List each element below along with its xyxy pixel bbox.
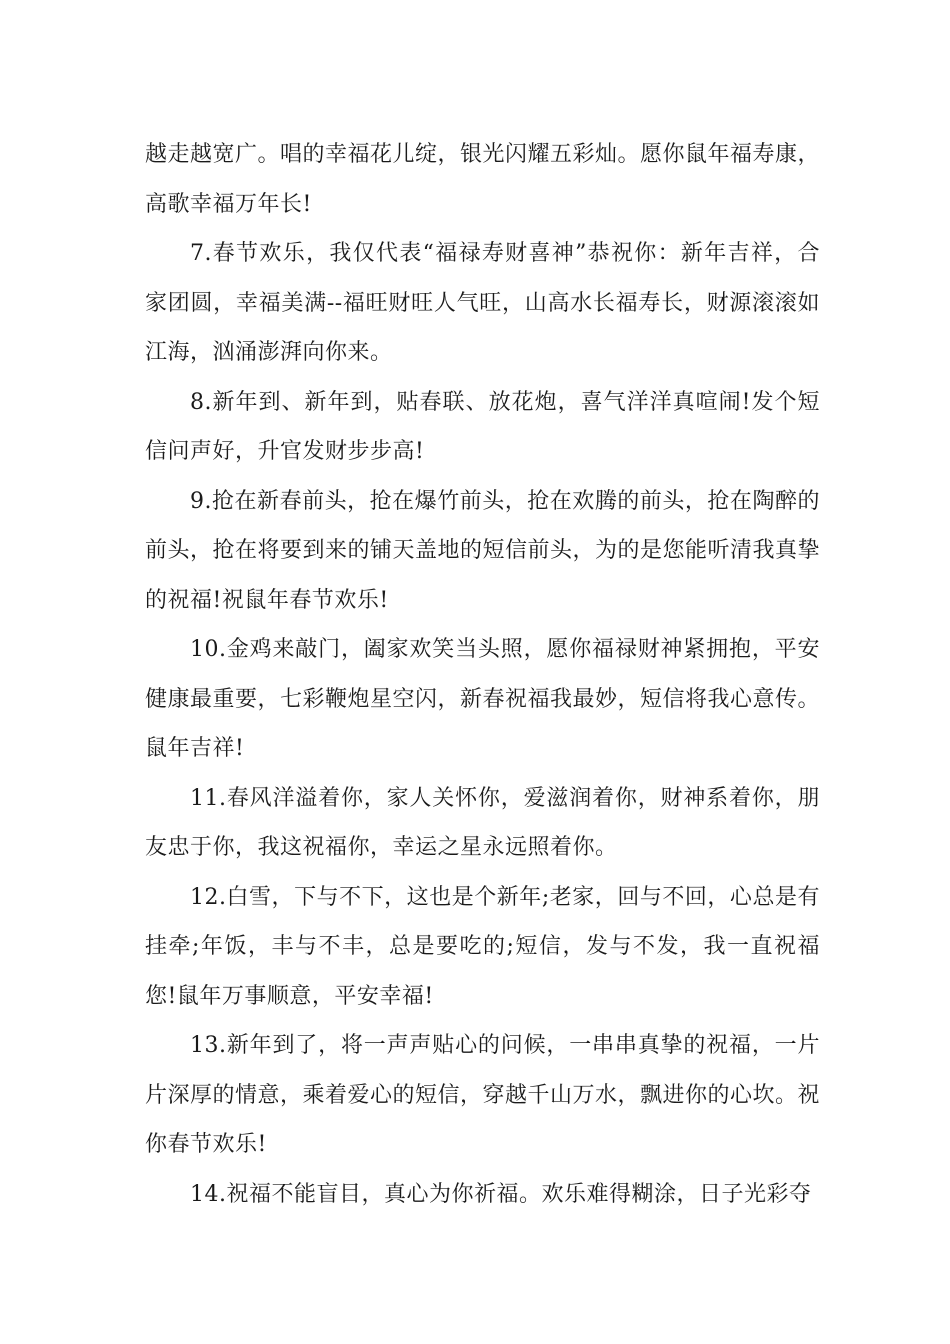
paragraph-item-8: 8.新年到、新年到，贴春联、放花炮，喜气洋洋真喧闹!发个短信问声好，升官发财步步高! xyxy=(145,389,820,464)
document-body xyxy=(145,130,820,1219)
paragraph-item-12: 12.白雪，下与不下，这也是个新年;老家，回与不回，心总是有挂牵;年饭，丰与不丰，总是要吃的;短信，发与不发，我一直祝福您!鼠年万事顺意，平安幸福! xyxy=(145,884,820,1009)
paragraph-item-14: 14.祝福不能盲目，真心为你祈福。欢乐难得糊涂，日子光彩夺 xyxy=(190,1181,812,1207)
paragraph-continued: 越走越宽广。唱的幸福花儿绽，银光闪耀五彩灿。愿你鼠年福寿康，高歌幸福万年长! xyxy=(145,142,821,217)
paragraph-item-11: 11.春风洋溢着你，家人关怀你，爱滋润着你，财神系着你，朋友忠于你，我这祝福你，幸运之星永远照着你。 xyxy=(145,785,820,860)
paragraph-item-13: 13.新年到了，将一声声贴心的问候，一串串真挚的祝福，一片片深厚的情意，乘着爱心的短信，穿越千山万水，飘进你的心坎。祝你春节欢乐! xyxy=(145,1033,821,1157)
paragraph-item-7: 7.春节欢乐，我仅代表“福禄寿财喜神”恭祝你：新年吉祥，合家团圆，幸福美满--福旺财旺人气旺，山高水长福寿长，财源滚滚如江海，汹涌澎湃向你来。 xyxy=(145,241,820,365)
paragraph-item-9: 9.抢在新春前头，抢在爆竹前头，抢在欢腾的前头，抢在陶醉的前头，抢在将要到来的铺天盖地的短信前头，为的是您能听清我真挚的祝福!祝鼠年春节欢乐! xyxy=(145,488,821,613)
paragraph-item-10: 10.金鸡来敲门，阖家欢笑当头照，愿你福禄财神紧拥抱，平安健康最重要，七彩鞭炮星空闪，新春祝福我最妙，短信将我心意传。鼠年吉祥! xyxy=(145,637,821,761)
